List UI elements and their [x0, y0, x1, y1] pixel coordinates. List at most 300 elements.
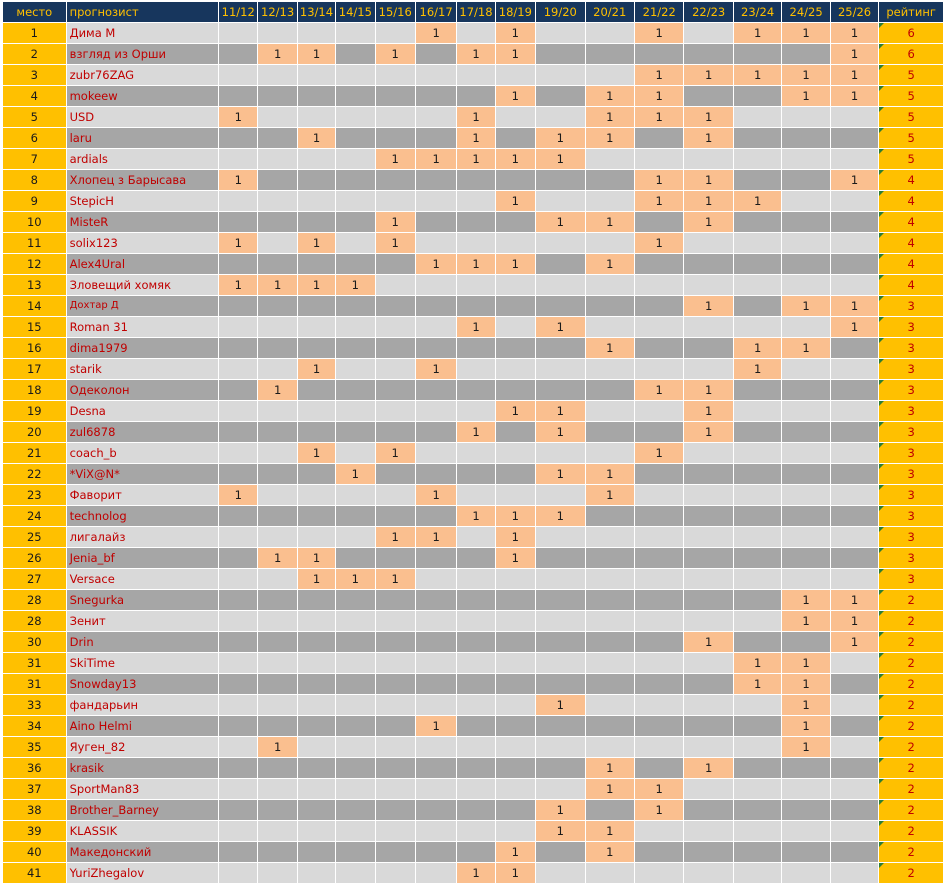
season-cell [219, 359, 258, 380]
season-cell [258, 107, 297, 128]
season-cell [415, 464, 456, 485]
season-cell: 1 [457, 506, 495, 527]
season-cell [375, 254, 415, 275]
season-cell [782, 779, 830, 800]
season-cell [634, 275, 683, 296]
season-cell [375, 170, 415, 191]
season-cell: 1 [457, 317, 495, 338]
season-cell [634, 863, 683, 884]
place-cell: 17 [3, 359, 67, 380]
season-cell [336, 737, 375, 758]
season-cell: 1 [536, 128, 585, 149]
season-cell [415, 338, 456, 359]
place-cell: 7 [3, 149, 67, 170]
season-cell [634, 422, 683, 443]
season-cell [297, 296, 335, 317]
season-cell: 1 [585, 254, 634, 275]
season-cell: 1 [219, 275, 258, 296]
season-cell [297, 695, 335, 716]
season-cell [258, 191, 297, 212]
season-cell [536, 590, 585, 611]
season-cell [457, 758, 495, 779]
season-cell [457, 23, 495, 44]
season-cell: 1 [684, 422, 733, 443]
season-cell [336, 506, 375, 527]
place-cell: 36 [3, 758, 67, 779]
season-cell [336, 296, 375, 317]
rating-cell: 2 [879, 800, 944, 821]
season-cell [684, 653, 733, 674]
season-cell [336, 170, 375, 191]
season-cell [375, 611, 415, 632]
table-row [3, 443, 944, 464]
season-cell [258, 338, 297, 359]
season-cell [536, 611, 585, 632]
season-cell [495, 212, 535, 233]
forecaster-name-cell: Brother_Barney [66, 800, 218, 821]
season-cell [219, 506, 258, 527]
place-cell: 10 [3, 212, 67, 233]
table-row [3, 590, 944, 611]
season-cell [536, 44, 585, 65]
forecaster-name-cell: MisteR [66, 212, 218, 233]
season-cell [684, 779, 733, 800]
season-cell [457, 821, 495, 842]
season-cell [336, 590, 375, 611]
season-cell: 1 [219, 485, 258, 506]
season-cell [219, 548, 258, 569]
season-cell: 1 [782, 737, 830, 758]
season-cell [782, 422, 830, 443]
season-cell [782, 821, 830, 842]
season-cell [733, 800, 781, 821]
season-cell [733, 821, 781, 842]
season-cell: 1 [375, 212, 415, 233]
season-cell [297, 191, 335, 212]
season-cell [457, 233, 495, 254]
season-cell [634, 338, 683, 359]
season-cell [782, 191, 830, 212]
header-season: 20/21 [585, 2, 634, 23]
season-cell [457, 443, 495, 464]
season-cell [457, 611, 495, 632]
season-cell [415, 65, 456, 86]
season-cell [375, 296, 415, 317]
season-cell [782, 317, 830, 338]
season-cell [336, 212, 375, 233]
season-cell [634, 611, 683, 632]
season-cell [258, 128, 297, 149]
season-cell: 1 [585, 107, 634, 128]
season-cell [782, 800, 830, 821]
place-cell: 21 [3, 443, 67, 464]
season-cell [830, 821, 878, 842]
season-cell [684, 275, 733, 296]
season-cell [415, 863, 456, 884]
season-cell [585, 317, 634, 338]
table-row [3, 632, 944, 653]
season-cell: 1 [830, 296, 878, 317]
season-cell [733, 863, 781, 884]
season-cell [336, 23, 375, 44]
season-cell: 1 [375, 569, 415, 590]
forecaster-name-cell: KLASSIK [66, 821, 218, 842]
season-cell: 1 [634, 170, 683, 191]
season-cell [375, 632, 415, 653]
season-cell [415, 842, 456, 863]
season-cell [415, 86, 456, 107]
season-cell: 1 [336, 275, 375, 296]
season-cell [782, 149, 830, 170]
season-cell: 1 [457, 863, 495, 884]
season-cell [336, 380, 375, 401]
season-cell [495, 233, 535, 254]
season-cell [536, 233, 585, 254]
season-cell [415, 212, 456, 233]
season-cell [457, 212, 495, 233]
rating-cell: 3 [879, 359, 944, 380]
place-cell: 16 [3, 338, 67, 359]
season-cell [585, 422, 634, 443]
season-cell: 1 [684, 380, 733, 401]
season-cell: 1 [733, 191, 781, 212]
season-cell [495, 800, 535, 821]
place-cell: 5 [3, 107, 67, 128]
season-cell [585, 380, 634, 401]
header-season: 21/22 [634, 2, 683, 23]
season-cell [634, 44, 683, 65]
season-cell [733, 86, 781, 107]
season-cell [219, 527, 258, 548]
place-cell: 26 [3, 548, 67, 569]
season-cell [495, 338, 535, 359]
season-cell: 1 [684, 632, 733, 653]
place-cell: 34 [3, 716, 67, 737]
season-cell [830, 254, 878, 275]
season-cell [258, 569, 297, 590]
season-cell [733, 422, 781, 443]
season-cell [782, 569, 830, 590]
season-cell [684, 254, 733, 275]
rating-cell: 2 [879, 611, 944, 632]
season-cell [495, 821, 535, 842]
season-cell [219, 653, 258, 674]
season-cell [634, 317, 683, 338]
season-cell [585, 632, 634, 653]
season-cell [297, 590, 335, 611]
season-cell [495, 779, 535, 800]
season-cell: 1 [634, 23, 683, 44]
table-row [3, 758, 944, 779]
season-cell: 1 [585, 128, 634, 149]
season-cell: 1 [375, 233, 415, 254]
season-cell [634, 590, 683, 611]
season-cell [336, 254, 375, 275]
season-cell [495, 317, 535, 338]
season-cell [634, 653, 683, 674]
season-cell [457, 716, 495, 737]
season-cell [684, 23, 733, 44]
season-cell [297, 212, 335, 233]
season-cell [782, 254, 830, 275]
season-cell [219, 737, 258, 758]
season-cell: 1 [830, 44, 878, 65]
season-cell [830, 443, 878, 464]
season-cell [258, 590, 297, 611]
season-cell [336, 527, 375, 548]
season-cell [634, 296, 683, 317]
season-cell [415, 317, 456, 338]
season-cell: 1 [536, 695, 585, 716]
rating-cell: 4 [879, 191, 944, 212]
place-cell: 8 [3, 170, 67, 191]
place-cell: 31 [3, 653, 67, 674]
season-cell [297, 485, 335, 506]
season-cell [830, 842, 878, 863]
season-cell [585, 569, 634, 590]
rating-cell: 2 [879, 737, 944, 758]
rating-cell: 2 [879, 695, 944, 716]
season-cell [536, 338, 585, 359]
place-cell: 28 [3, 590, 67, 611]
forecaster-name-cell: krasik [66, 758, 218, 779]
season-cell [585, 23, 634, 44]
season-cell [219, 695, 258, 716]
season-cell [258, 611, 297, 632]
place-cell: 37 [3, 779, 67, 800]
season-cell: 1 [634, 233, 683, 254]
season-cell: 1 [585, 779, 634, 800]
season-cell [258, 212, 297, 233]
season-cell: 1 [733, 359, 781, 380]
season-cell: 1 [830, 317, 878, 338]
forecaster-name-cell: Snowday13 [66, 674, 218, 695]
season-cell [336, 128, 375, 149]
season-cell [297, 65, 335, 86]
season-cell [585, 506, 634, 527]
season-cell [457, 527, 495, 548]
forecaster-name-cell: solix123 [66, 233, 218, 254]
season-cell [336, 86, 375, 107]
season-cell: 1 [684, 296, 733, 317]
season-cell [258, 443, 297, 464]
season-cell [258, 800, 297, 821]
season-cell [536, 527, 585, 548]
rating-cell: 3 [879, 317, 944, 338]
season-cell [830, 128, 878, 149]
season-cell [457, 296, 495, 317]
season-cell [457, 170, 495, 191]
season-cell [457, 65, 495, 86]
season-cell [830, 422, 878, 443]
season-cell [297, 338, 335, 359]
season-cell [536, 737, 585, 758]
rating-cell: 3 [879, 296, 944, 317]
season-cell [375, 506, 415, 527]
table-row [3, 779, 944, 800]
season-cell: 1 [415, 149, 456, 170]
season-cell [457, 338, 495, 359]
rating-cell: 2 [879, 842, 944, 863]
season-cell [634, 716, 683, 737]
season-cell [258, 464, 297, 485]
season-cell [684, 800, 733, 821]
season-cell [684, 44, 733, 65]
season-cell [375, 191, 415, 212]
season-cell [375, 464, 415, 485]
place-cell: 28 [3, 611, 67, 632]
season-cell [495, 359, 535, 380]
season-cell: 1 [684, 65, 733, 86]
rating-cell: 6 [879, 23, 944, 44]
season-cell [733, 485, 781, 506]
season-cell [375, 863, 415, 884]
season-cell: 1 [297, 569, 335, 590]
table-row [3, 737, 944, 758]
header-season: 14/15 [336, 2, 375, 23]
header-season: 11/12 [219, 2, 258, 23]
season-cell [830, 653, 878, 674]
season-cell [258, 506, 297, 527]
season-cell [219, 149, 258, 170]
place-cell: 41 [3, 863, 67, 884]
season-cell [536, 254, 585, 275]
season-cell [415, 443, 456, 464]
season-cell [219, 716, 258, 737]
season-cell [219, 632, 258, 653]
season-cell [219, 590, 258, 611]
season-cell [684, 359, 733, 380]
season-cell [733, 779, 781, 800]
season-cell [219, 254, 258, 275]
header-season: 13/14 [297, 2, 335, 23]
season-cell: 1 [258, 548, 297, 569]
season-cell [782, 485, 830, 506]
season-cell [375, 695, 415, 716]
season-cell [634, 212, 683, 233]
season-cell [219, 191, 258, 212]
forecaster-name-cell: Зловещий хомяк [66, 275, 218, 296]
season-cell [536, 359, 585, 380]
table-row [3, 296, 944, 317]
season-cell [336, 359, 375, 380]
header-season: 18/19 [495, 2, 535, 23]
forecaster-name-cell: dima1979 [66, 338, 218, 359]
season-cell: 1 [585, 464, 634, 485]
season-cell [585, 149, 634, 170]
season-cell [634, 485, 683, 506]
season-cell [830, 569, 878, 590]
season-cell [297, 863, 335, 884]
season-cell [634, 842, 683, 863]
season-cell [536, 632, 585, 653]
season-cell: 1 [782, 653, 830, 674]
header-season: 19/20 [536, 2, 585, 23]
season-cell [258, 233, 297, 254]
season-cell [258, 674, 297, 695]
season-cell [258, 863, 297, 884]
season-cell [495, 737, 535, 758]
season-cell [375, 842, 415, 863]
place-cell: 38 [3, 800, 67, 821]
place-cell: 9 [3, 191, 67, 212]
season-cell [634, 737, 683, 758]
season-cell [782, 842, 830, 863]
season-cell [457, 464, 495, 485]
season-cell [375, 23, 415, 44]
forecaster-name-cell: Aino Helmi [66, 716, 218, 737]
season-cell [297, 149, 335, 170]
header-season: 12/13 [258, 2, 297, 23]
rating-cell: 3 [879, 527, 944, 548]
season-cell [457, 632, 495, 653]
season-cell: 1 [684, 212, 733, 233]
forecaster-name-cell: Дохтар Д [66, 296, 218, 317]
season-cell [297, 107, 335, 128]
season-cell: 1 [415, 359, 456, 380]
season-cell: 1 [536, 212, 585, 233]
season-cell: 1 [634, 779, 683, 800]
season-cell [634, 821, 683, 842]
season-cell [830, 191, 878, 212]
season-cell [585, 191, 634, 212]
table-row [3, 401, 944, 422]
season-cell [258, 527, 297, 548]
season-cell [219, 128, 258, 149]
season-cell [536, 842, 585, 863]
season-cell [634, 674, 683, 695]
season-cell [219, 212, 258, 233]
season-cell [733, 212, 781, 233]
season-cell [415, 611, 456, 632]
season-cell [495, 380, 535, 401]
season-cell [733, 506, 781, 527]
forecaster-name-cell: Зенит [66, 611, 218, 632]
season-cell [585, 401, 634, 422]
season-cell [733, 758, 781, 779]
season-cell [258, 821, 297, 842]
season-cell [782, 443, 830, 464]
season-cell [375, 359, 415, 380]
season-cell [495, 758, 535, 779]
season-cell: 1 [634, 107, 683, 128]
season-cell [219, 23, 258, 44]
season-cell [733, 611, 781, 632]
season-cell [375, 485, 415, 506]
season-cell: 1 [457, 44, 495, 65]
season-cell [219, 401, 258, 422]
season-cell: 1 [375, 44, 415, 65]
season-cell [733, 275, 781, 296]
season-cell [415, 758, 456, 779]
season-cell [336, 695, 375, 716]
season-cell [336, 800, 375, 821]
season-cell [536, 653, 585, 674]
place-cell: 12 [3, 254, 67, 275]
place-cell: 25 [3, 527, 67, 548]
table-row [3, 170, 944, 191]
season-cell [585, 275, 634, 296]
season-cell [258, 86, 297, 107]
season-cell [495, 422, 535, 443]
season-cell [415, 569, 456, 590]
season-cell: 1 [297, 128, 335, 149]
rating-cell: 5 [879, 128, 944, 149]
rating-cell: 3 [879, 422, 944, 443]
season-cell [375, 674, 415, 695]
season-cell: 1 [585, 842, 634, 863]
forecaster-name-cell: фандарьин [66, 695, 218, 716]
